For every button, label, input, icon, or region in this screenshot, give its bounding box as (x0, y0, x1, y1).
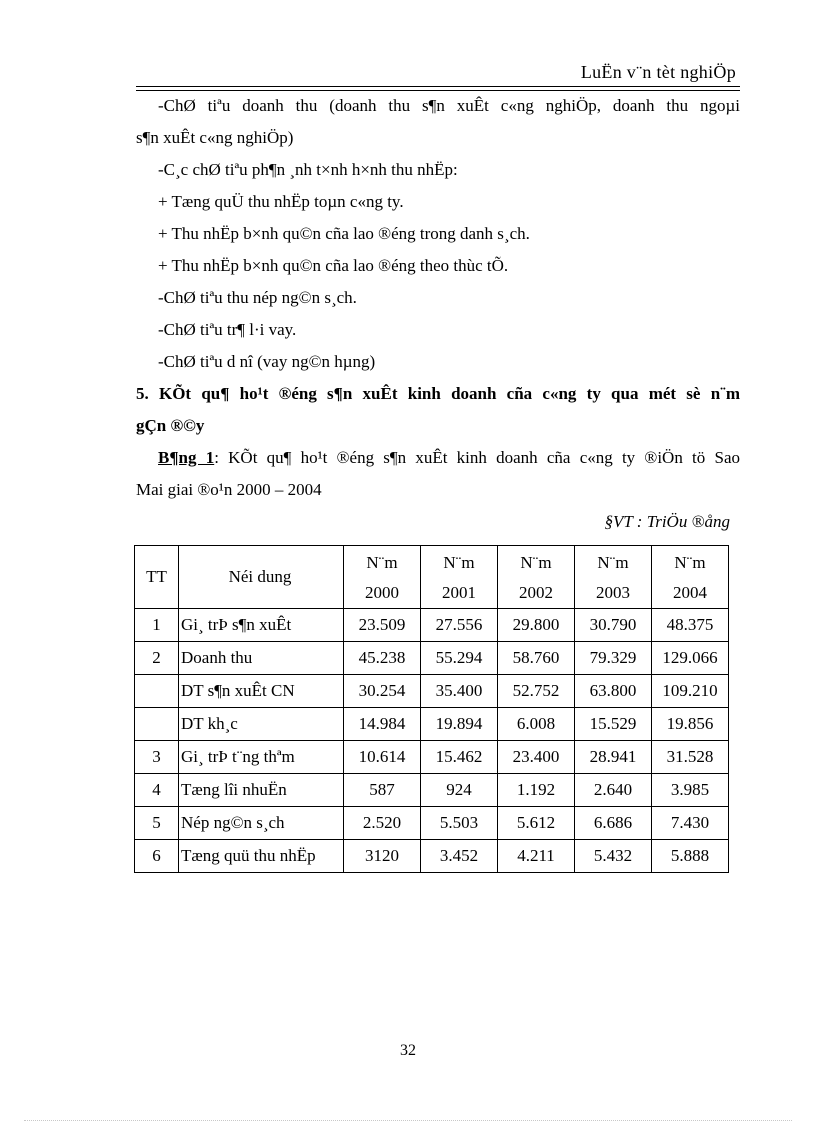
row-value: 23.509 (344, 609, 421, 642)
row-value: 6.008 (498, 708, 575, 741)
row-label: DT kh¸c (179, 708, 344, 741)
body-text (136, 90, 740, 538)
row-value: 52.752 (498, 675, 575, 708)
row-tt: 3 (135, 741, 179, 774)
row-value: 5.432 (575, 840, 652, 873)
row-label: Gi¸ trÞ t¨ng thªm (179, 741, 344, 774)
paragraph-line: -ChØ tiªu d nî (vay ng©n hµng) (158, 352, 376, 371)
row-value: 3.452 (421, 840, 498, 873)
table-caption-text: : KÕt qu¶ ho¹t ®éng s¶n xuÊt kinh doanh cña c«ng ty ®iÖn tö Sao (214, 448, 740, 467)
row-tt: 4 (135, 774, 179, 807)
table-row (135, 708, 729, 741)
header-year-2003: N¨m 2003 (575, 546, 652, 609)
page-number: 32 (400, 1042, 416, 1059)
row-tt (135, 708, 179, 741)
table-row (135, 675, 729, 708)
row-value: 28.941 (575, 741, 652, 774)
table-header-row (135, 546, 729, 609)
row-value: 48.375 (652, 609, 729, 642)
row-value: 129.066 (652, 642, 729, 675)
row-value: 58.760 (498, 642, 575, 675)
results-table-wrapper (134, 545, 729, 873)
table-row (135, 642, 729, 675)
row-tt: 1 (135, 609, 179, 642)
header-year-2000: N¨m 2000 (344, 546, 421, 609)
row-value: 5.612 (498, 807, 575, 840)
header-year-2002: N¨m 2002 (498, 546, 575, 609)
header-year-2004: N¨m 2004 (652, 546, 729, 609)
paragraph-line: -ChØ tiªu tr¶ l·i vay. (158, 320, 297, 339)
section-heading: 5. KÕt qu¶ ho¹t ®éng s¶n xuÊt kinh doanh cña c«ng ty qua mét sè n¨m (136, 384, 740, 403)
row-value: 587 (344, 774, 421, 807)
row-label: Nép ng©n s¸ch (179, 807, 344, 840)
row-value: 924 (421, 774, 498, 807)
row-value: 1.192 (498, 774, 575, 807)
row-value: 63.800 (575, 675, 652, 708)
paragraph-line: + Tæng quÜ thu nhËp toµn c«ng ty. (158, 192, 404, 211)
table-row (135, 840, 729, 873)
paragraph-line: s¶n xuÊt c«ng nghiÖp) (136, 128, 294, 147)
header-tt: TT (135, 546, 179, 609)
row-value: 19.856 (652, 708, 729, 741)
paragraph-line: -ChØ tiªu doanh thu (doanh thu s¶n xuÊt c«ng nghiÖp, doanh thu ngoµi (158, 96, 740, 115)
row-label: Tæng lîi nhuËn (179, 774, 344, 807)
row-value: 55.294 (421, 642, 498, 675)
table-caption (136, 442, 740, 474)
footer-divider (24, 1120, 792, 1121)
row-tt: 2 (135, 642, 179, 675)
row-value: 45.238 (344, 642, 421, 675)
paragraph-line: -ChØ tiªu thu nép ng©n s¸ch. (158, 288, 357, 307)
table-caption-continued: Mai giai ®o¹n 2000 – 2004 (136, 480, 322, 499)
row-value: 35.400 (421, 675, 498, 708)
row-value: 4.211 (498, 840, 575, 873)
paragraph-line: + Thu nhËp b×nh qu©n cña lao ®éng theo thùc tÕ. (158, 256, 509, 275)
section-heading-continued: gÇn ®©y (136, 416, 205, 435)
row-value: 6.686 (575, 807, 652, 840)
paragraph-line: + Thu nhËp b×nh qu©n cña lao ®éng trong danh s¸ch. (158, 224, 530, 243)
page-header-title: LuËn v¨n tèt nghiÖp (580, 62, 736, 82)
unit-label: §VT : TriÖu ®ång (604, 512, 730, 531)
row-label: DT s¶n xuÊt CN (179, 675, 344, 708)
row-tt: 6 (135, 840, 179, 873)
row-value: 27.556 (421, 609, 498, 642)
results-table (134, 545, 729, 873)
row-value: 2.640 (575, 774, 652, 807)
table-caption-label: B¶ng 1 (158, 448, 215, 467)
table-row (135, 741, 729, 774)
row-label: Tæng quü thu nhËp (179, 840, 344, 873)
row-value: 79.329 (575, 642, 652, 675)
header-content: Néi dung (179, 546, 344, 609)
header-rule (136, 86, 740, 87)
row-value: 31.528 (652, 741, 729, 774)
row-value: 19.894 (421, 708, 498, 741)
row-value: 10.614 (344, 741, 421, 774)
table-row (135, 774, 729, 807)
row-value: 29.800 (498, 609, 575, 642)
row-label: Gi¸ trÞ s¶n xuÊt (179, 609, 344, 642)
table-row (135, 609, 729, 642)
row-value: 2.520 (344, 807, 421, 840)
row-value: 3.985 (652, 774, 729, 807)
row-value: 23.400 (498, 741, 575, 774)
row-value: 14.984 (344, 708, 421, 741)
paragraph-line: -C¸c chØ tiªu ph¶n ¸nh t×nh h×nh thu nhËp: (158, 160, 458, 179)
row-value: 30.254 (344, 675, 421, 708)
row-value: 109.210 (652, 675, 729, 708)
row-value: 3120 (344, 840, 421, 873)
row-value: 7.430 (652, 807, 729, 840)
header-year-2001: N¨m 2001 (421, 546, 498, 609)
row-label: Doanh thu (179, 642, 344, 675)
row-value: 5.503 (421, 807, 498, 840)
row-tt (135, 675, 179, 708)
row-value: 5.888 (652, 840, 729, 873)
row-value: 30.790 (575, 609, 652, 642)
table-row (135, 807, 729, 840)
row-value: 15.529 (575, 708, 652, 741)
row-value: 15.462 (421, 741, 498, 774)
row-tt: 5 (135, 807, 179, 840)
